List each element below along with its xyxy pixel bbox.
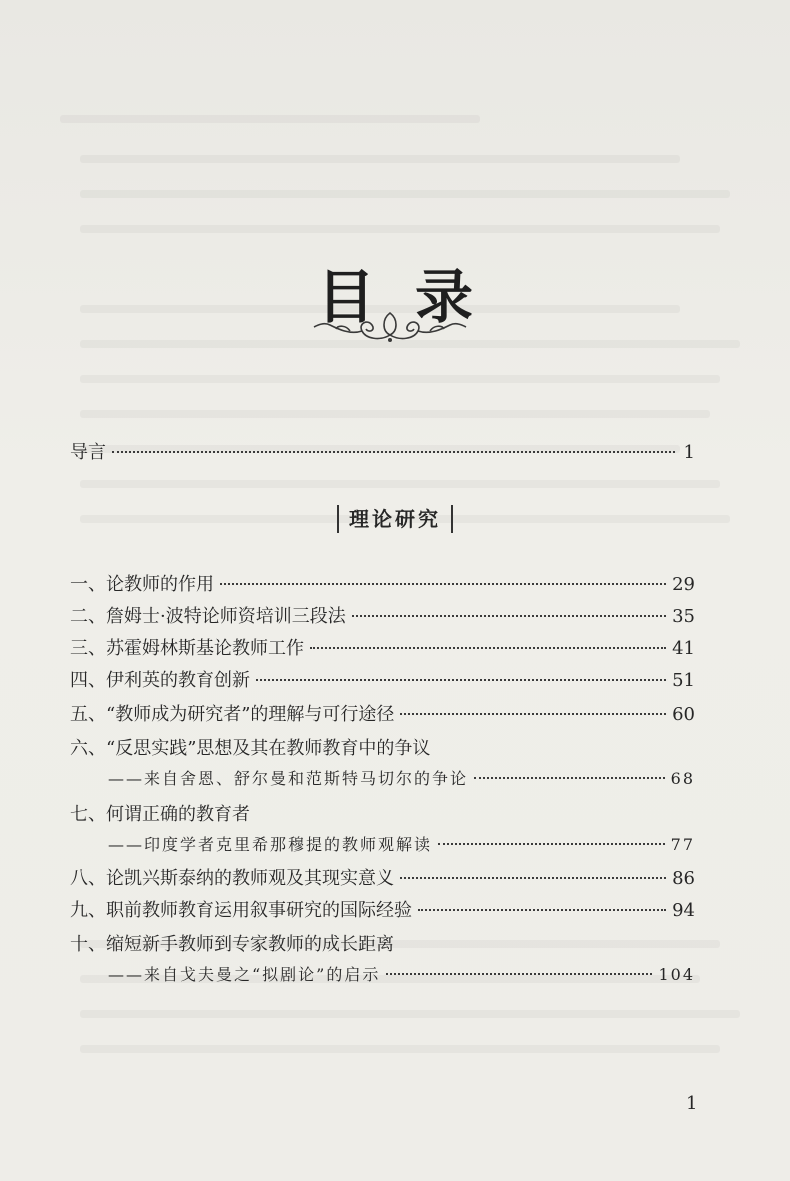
- toc-entry-label: 四、伊利英的教育创新: [70, 670, 250, 691]
- page-number: 1: [686, 1093, 698, 1114]
- toc-entry[interactable]: [70, 570, 695, 600]
- toc-entry-page: 51: [672, 670, 695, 691]
- dot-leader: [310, 647, 666, 649]
- toc-entry-heading[interactable]: 十、缩短新手教师到专家教师的成长距离: [70, 934, 394, 955]
- toc-entry-subtitle[interactable]: [108, 832, 695, 862]
- toc-entry-page: 35: [672, 606, 695, 627]
- toc-entry-label: 五、“教师成为研究者”的理解与可行途径: [70, 704, 395, 725]
- dot-leader: [418, 909, 666, 911]
- toc-entry[interactable]: [70, 700, 695, 730]
- toc-entry-page: 60: [672, 704, 695, 725]
- dot-leader: [438, 843, 665, 845]
- dot-leader: [256, 679, 666, 681]
- dot-leader: [352, 615, 666, 617]
- toc-entry-heading[interactable]: 七、何谓正确的教育者: [70, 804, 250, 825]
- toc-entry-intro[interactable]: [70, 438, 695, 468]
- toc-entry[interactable]: [70, 602, 695, 632]
- toc-entry-label: 三、苏霍姆林斯基论教师工作: [70, 638, 304, 659]
- dot-leader: [112, 451, 675, 453]
- toc-entry[interactable]: [70, 896, 695, 926]
- toc-entry-page: 86: [672, 868, 695, 889]
- toc-entry[interactable]: [70, 634, 695, 664]
- toc-entry-label: 八、论凯兴斯泰纳的教师观及其现实意义: [70, 868, 394, 889]
- toc-entry-page: 77: [670, 835, 695, 854]
- dot-leader: [474, 777, 665, 779]
- toc-entry-label: 九、职前教师教育运用叙事研究的国际经验: [70, 900, 412, 921]
- toc-entry-page: 1: [683, 442, 695, 463]
- flourish-ornament-icon: [310, 305, 470, 345]
- dot-leader: [386, 973, 652, 975]
- toc-entry-label: 二、詹姆士·波特论师资培训三段法: [70, 606, 346, 627]
- toc-entry-page: 94: [672, 900, 695, 921]
- dot-leader: [400, 713, 666, 715]
- toc-entry-page: 41: [672, 638, 695, 659]
- toc-entry[interactable]: [70, 864, 695, 894]
- dot-leader: [400, 877, 666, 879]
- toc-entry-label: 导言: [70, 442, 106, 463]
- toc-entry-label: ——来自舍恩、舒尔曼和范斯特马切尔的争论: [108, 769, 469, 788]
- toc-entry[interactable]: [70, 666, 695, 696]
- toc-entry-heading[interactable]: 六、“反思实践”思想及其在教师教育中的争议: [70, 738, 431, 759]
- toc-entry-label: ——来自戈夫曼之“拟剧论”的启示: [108, 965, 381, 984]
- toc-entry-page: 104: [658, 965, 695, 984]
- section-heading-label: 理论研究: [337, 505, 453, 533]
- toc-entry-page: 68: [670, 769, 695, 788]
- section-heading: [0, 505, 790, 533]
- toc-entry-page: 29: [672, 574, 695, 595]
- dot-leader: [220, 583, 666, 585]
- toc-entry-label: ——印度学者克里希那穆提的教师观解读: [108, 835, 433, 854]
- toc-entry-label: 一、论教师的作用: [70, 574, 214, 595]
- page-title: 目录: [316, 263, 513, 331]
- toc-entry-subtitle[interactable]: [108, 766, 695, 796]
- toc-entry-subtitle[interactable]: [108, 962, 695, 992]
